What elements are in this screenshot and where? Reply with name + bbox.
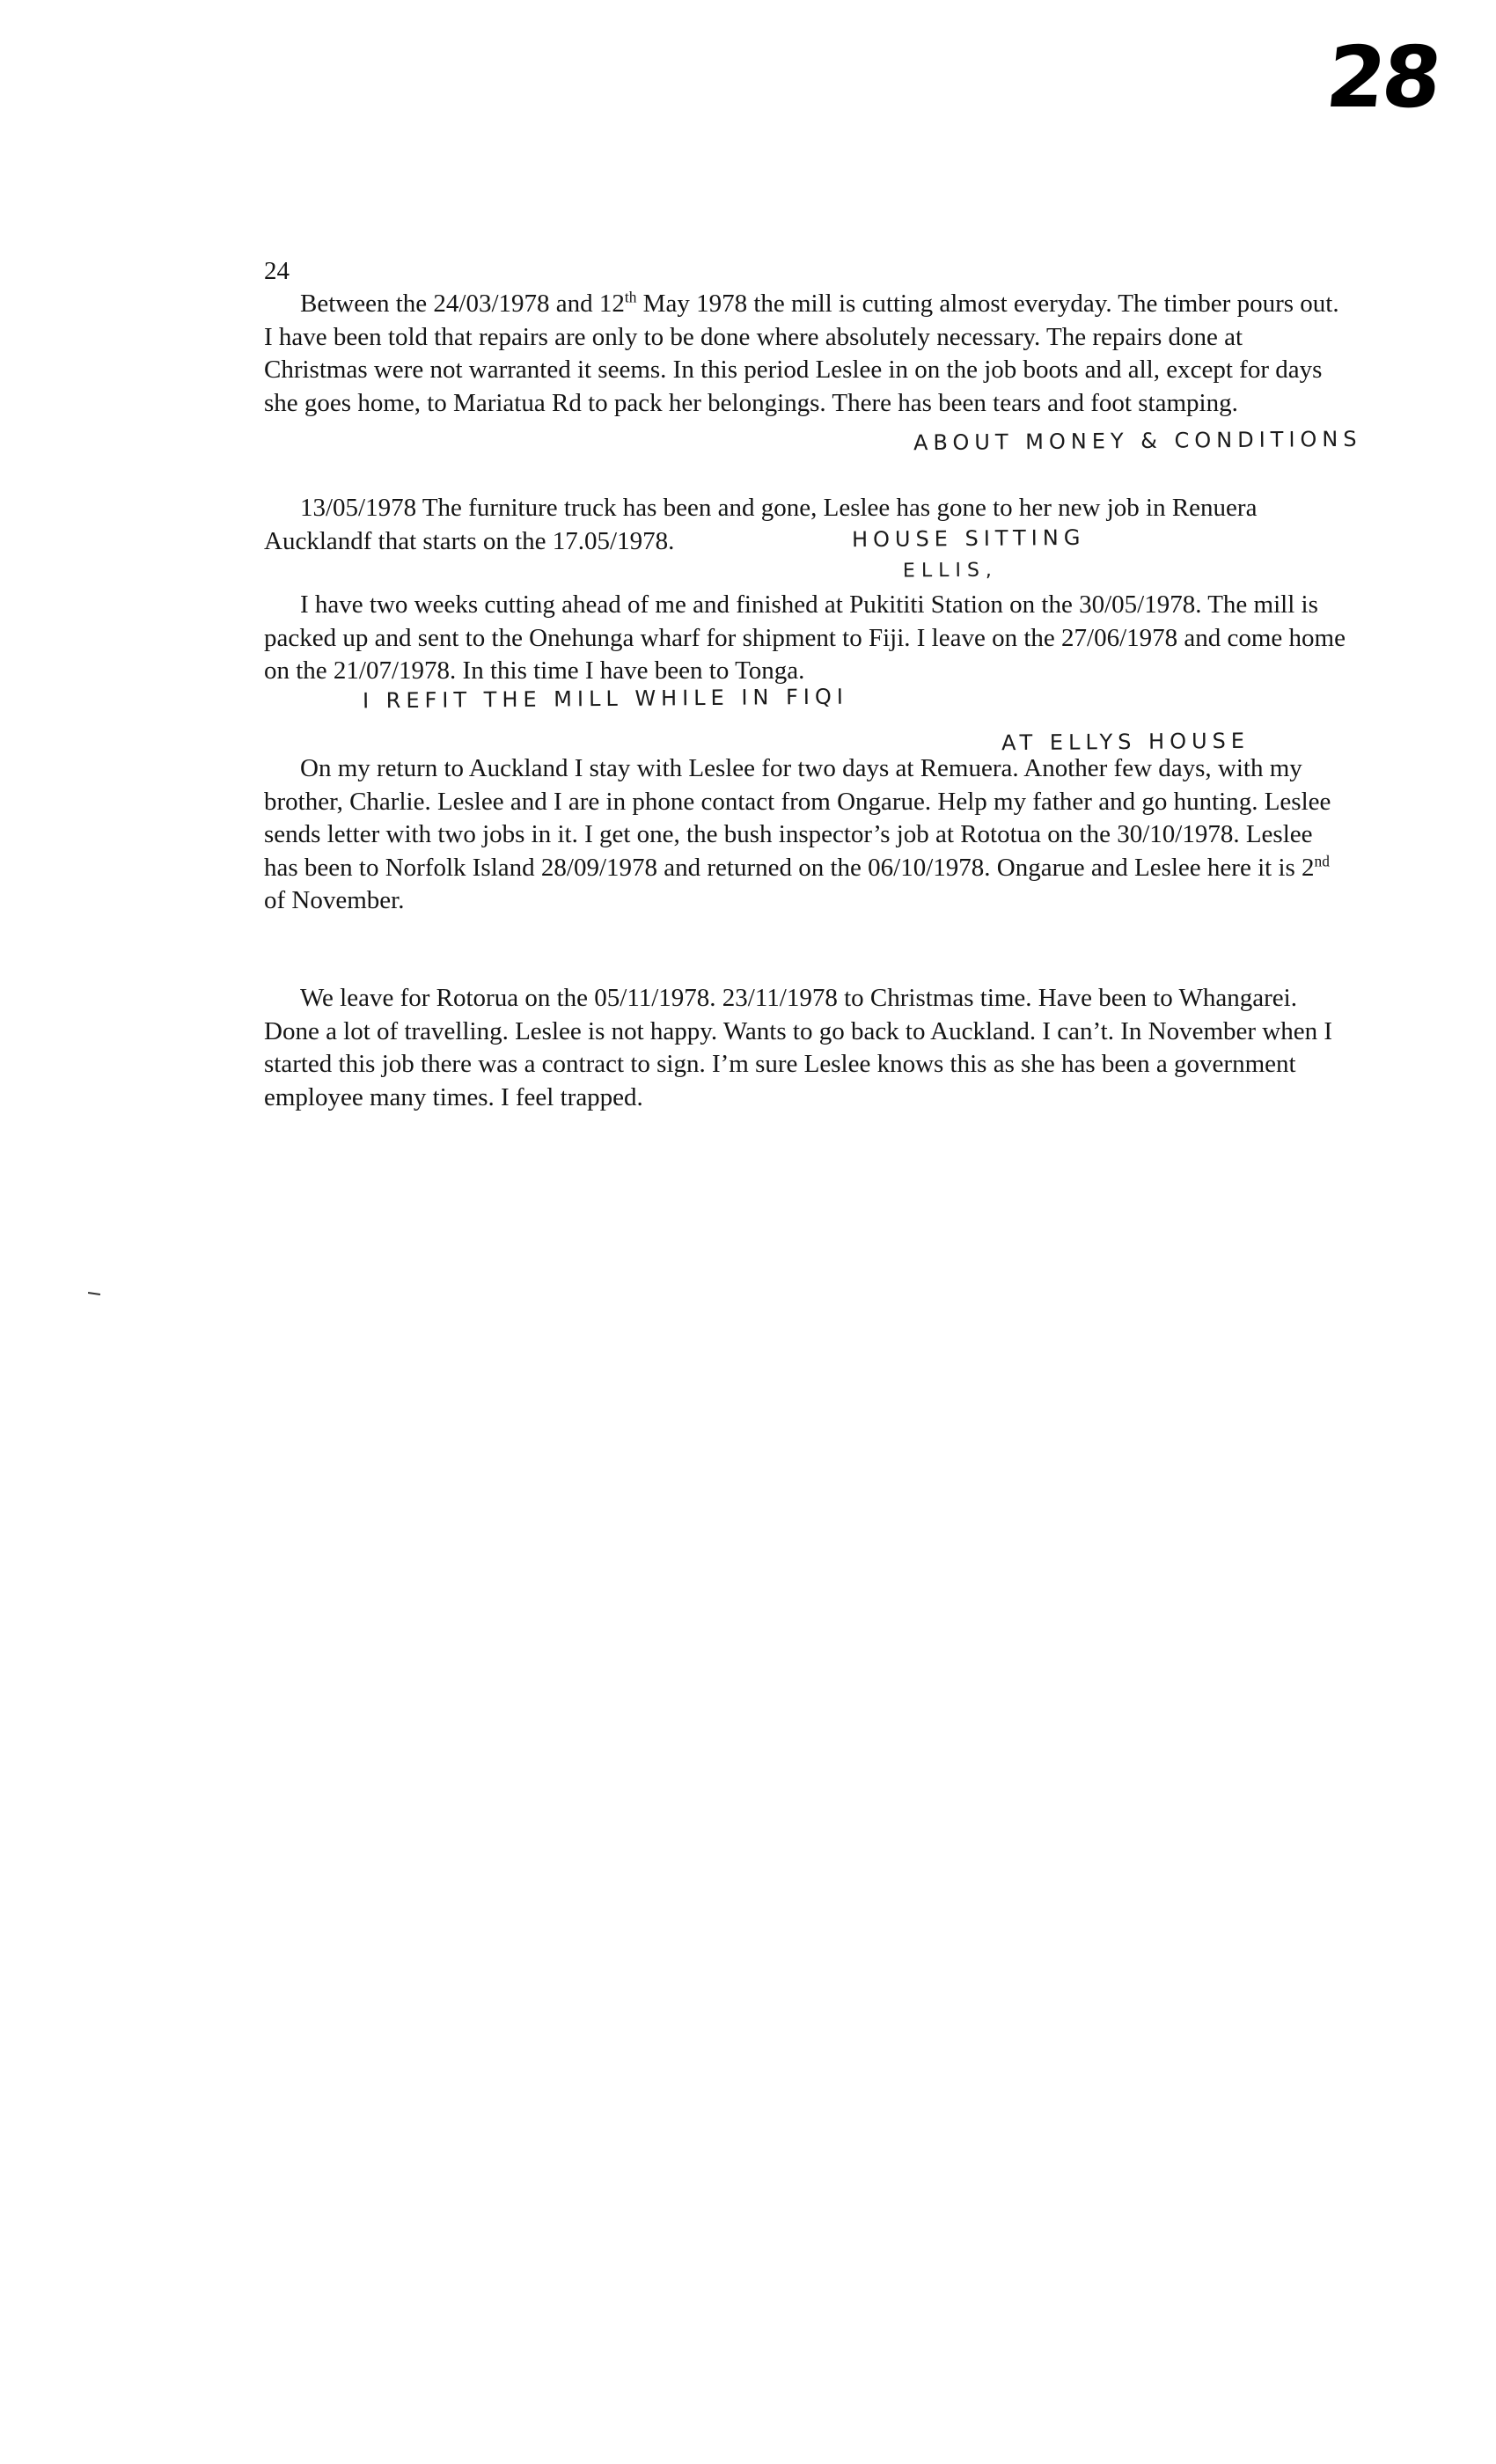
typed-page-number: 24 [264, 257, 290, 285]
paragraph-4-text-a: On my return to Auckland I stay with Leslee for two days at Remuera. Another few days, with my brother, Charlie. Leslee and I are in phone contact from Ongarue. Help my father and go hunting. Leslee sends letter with two jobs in it. I get one, the bush inspector’s job at Rototua on the 30/10/1978. Leslee has been to Norfolk Island 28/09/1978 and returned on the 06/10/1978. Ongarue and Leslee here it is 2 [264, 754, 1331, 882]
paragraph-2: 13/05/1978 The furniture truck has been and gone, Leslee has gone to her new job in Renuera Aucklandf that starts on the 17.05/1978. [264, 494, 1258, 555]
handwritten-note-ellys-house: AT ELLYS HOUSE [1001, 728, 1250, 756]
handwritten-note-money-conditions: ABOUT MONEY & CONDITIONS [913, 426, 1362, 456]
stray-pen-mark [88, 1292, 100, 1295]
paragraph-1 [264, 288, 1346, 420]
handwritten-note-refit-mill: I REFIT THE MILL WHILE IN FIQI [362, 684, 849, 714]
handwritten-note-house-sitting: HOUSE SITTING [851, 524, 1086, 553]
paragraph-1-text-b: May 1978 the mill is cutting almost everyday. The timber pours out. I have been told that repairs are only to be done where absolutely necessary. The repairs done at Christmas were not warranted it seems. In this period Leslee in on the job boots and all, except for days she goes home, to Mariatua Rd to pack her belongings. There has been tears and foot stamping. [264, 290, 1339, 417]
paragraph-4-sup: nd [1314, 852, 1330, 870]
paragraph-4 [264, 752, 1346, 918]
paragraph-1-sup: th [624, 288, 637, 306]
page-corner-number: 28 [1322, 28, 1443, 127]
paragraph-1-text-a: Between the 24/03/1978 and 12 [300, 290, 625, 318]
paragraph-5: We leave for Rotorua on the 05/11/1978. 23/11/1978 to Christmas time. Have been to Whangarei. Done a lot of travelling. Leslee is not happy. Wants to go back to Auckland. I can’t. In November when I started this job there was a contract to sign. I’m sure Leslee knows this as she has been a government employee many times. I feel trapped. [264, 984, 1333, 1111]
paragraph-3: I have two weeks cutting ahead of me and finished at Pukititi Station on the 30/05/1978. The mill is packed up and sent to the Onehunga wharf for shipment to Fiji. I leave on the 27/06/1978 and come home on the 21/07/1978. In this time I have been to Tonga. [264, 590, 1346, 686]
paragraph-4-text-b: of November. [264, 886, 405, 915]
handwritten-note-ellis: ELLIS, [902, 559, 998, 583]
